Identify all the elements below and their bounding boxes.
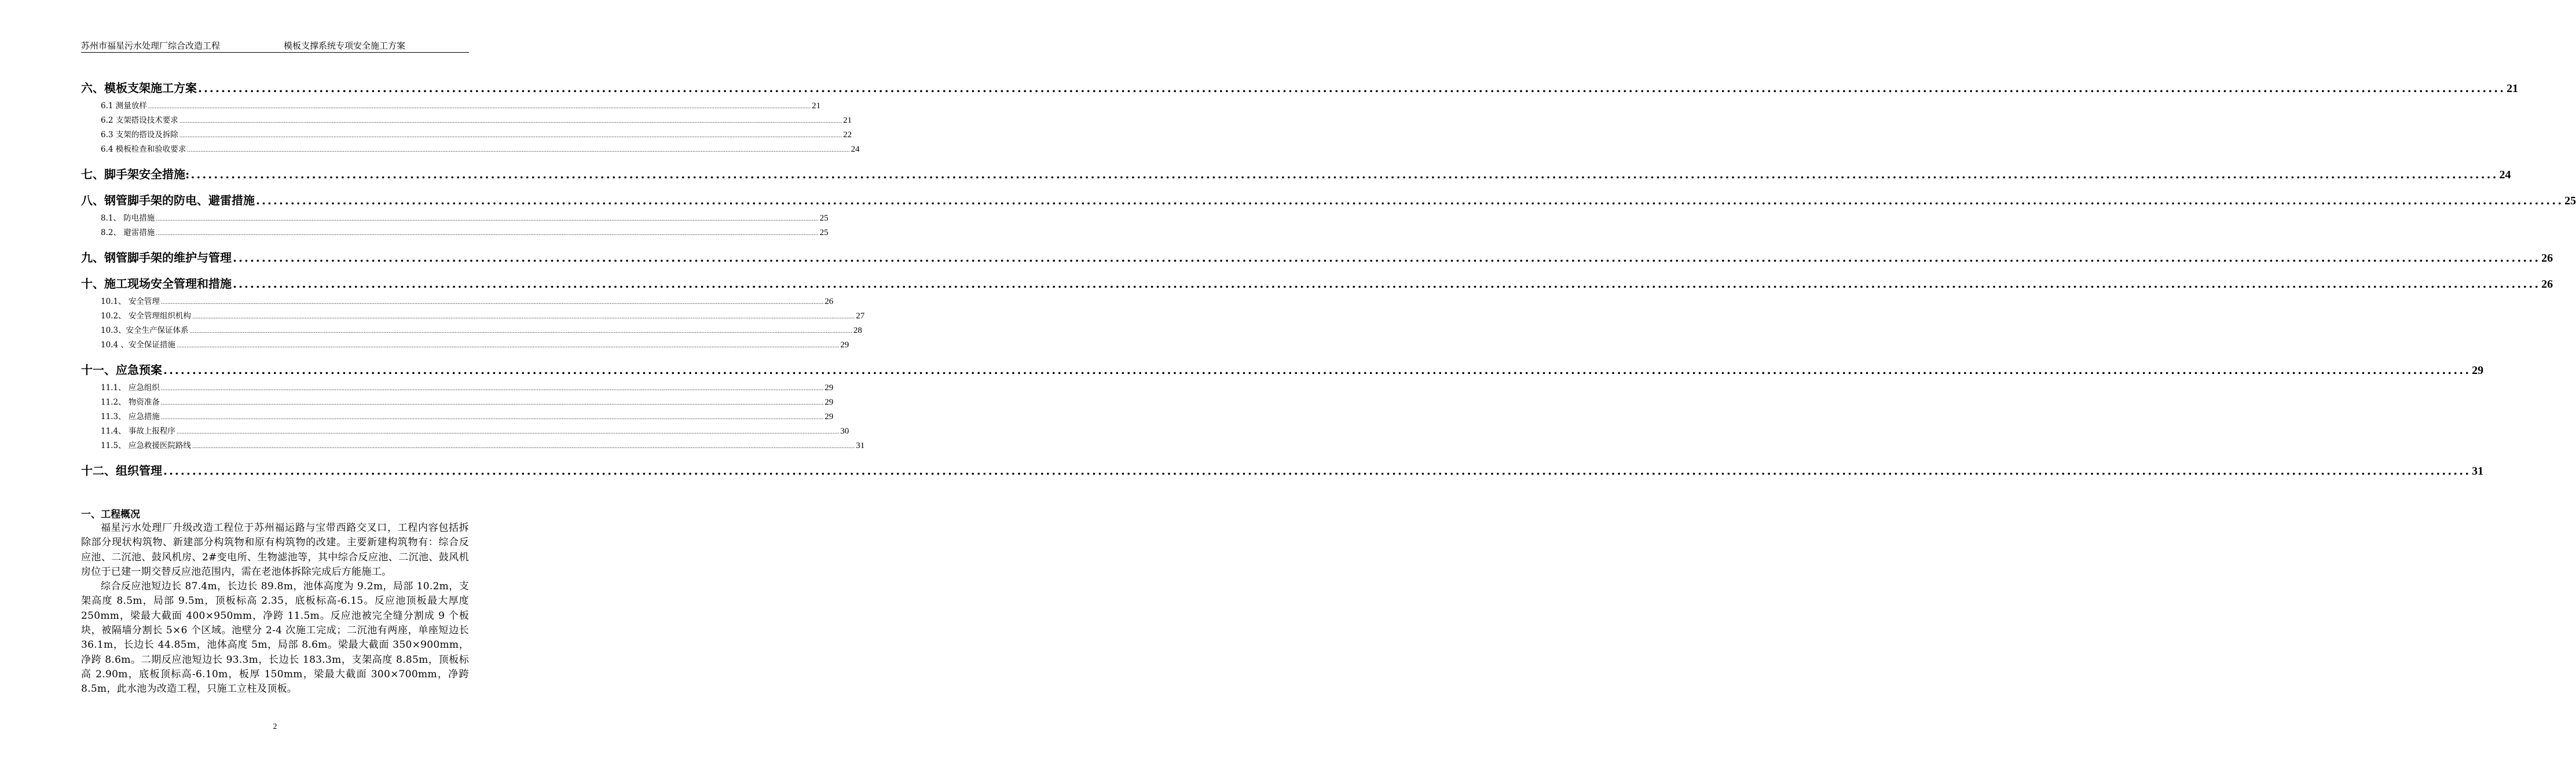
toc-entry-title: 八、钢管脚手架的防电、避雷措施 xyxy=(81,193,255,207)
toc-entry-page: 26 xyxy=(2541,252,2553,265)
toc-subsection-entry[interactable] xyxy=(81,395,834,410)
toc-entry-title: 10.4 、安全保证措施 xyxy=(101,340,175,350)
header-project-name: 苏州市福星污水处理厂综合改造工程 xyxy=(81,41,221,51)
toc-dot-leader: ................................................................................................................................................................................................................................................................................................................................................................................................................ xyxy=(163,464,2471,478)
toc-subsection-entry[interactable] xyxy=(81,128,852,142)
toc-subsection-entry[interactable] xyxy=(81,99,821,113)
toc-entry-page: 29 xyxy=(825,412,834,421)
toc-dot-leader: ................................................................................................................................................................................................................................................................................................................................................................................................................ xyxy=(148,104,811,110)
toc-dot-leader: ................................................................................................................................................................................................................................................................................................................................................................................................................ xyxy=(176,343,840,349)
toc-entry-page: 25 xyxy=(819,214,829,223)
toc-entry-title: 11.2、 物资准备 xyxy=(101,398,160,407)
toc-subsection-entry[interactable] xyxy=(81,439,865,453)
toc-dot-leader: ................................................................................................................................................................................................................................................................................................................................................................................................................ xyxy=(179,119,842,124)
toc-entry-title: 十、施工现场安全管理和措施 xyxy=(81,277,232,291)
page-number: 2 xyxy=(273,722,277,731)
toc-chapter-entry[interactable] xyxy=(81,79,2519,97)
toc-subsection-entry[interactable] xyxy=(81,424,849,439)
toc-subsection-entry[interactable] xyxy=(81,226,829,240)
toc-spacer xyxy=(81,453,469,461)
toc-dot-leader: ................................................................................................................................................................................................................................................................................................................................................................................................................ xyxy=(160,401,824,406)
toc-entry-title: 10.3、安全生产保证体系 xyxy=(101,326,189,335)
toc-spacer xyxy=(81,157,469,165)
toc-dot-leader: ................................................................................................................................................................................................................................................................................................................................................................................................................ xyxy=(190,167,2498,181)
toc-entry-title: 11.5、 应急救援医院路线 xyxy=(101,441,191,450)
toc-entry-page: 21 xyxy=(812,101,821,111)
section-title: 一、工程概况 xyxy=(81,509,140,520)
toc-dot-leader: ................................................................................................................................................................................................................................................................................................................................................................................................................ xyxy=(233,277,2541,291)
toc-dot-leader: ................................................................................................................................................................................................................................................................................................................................................................................................................ xyxy=(156,216,819,222)
toc-dot-leader: ................................................................................................................................................................................................................................................................................................................................................................................................................ xyxy=(256,193,2564,207)
toc-chapter-entry[interactable] xyxy=(81,274,2553,292)
toc-entry-page: 29 xyxy=(825,398,834,407)
toc-chapter-entry[interactable] xyxy=(81,191,2576,209)
toc-dot-leader: ................................................................................................................................................................................................................................................................................................................................................................................................................ xyxy=(187,148,850,153)
toc-entry-page: 26 xyxy=(825,297,834,306)
toc-entry-title: 十一、应急预案 xyxy=(81,363,162,377)
toc-entry-title: 8.2、 避雷措施 xyxy=(101,228,155,237)
page-header xyxy=(81,38,469,53)
toc-entry-page: 25 xyxy=(819,228,829,237)
toc-dot-leader: ................................................................................................................................................................................................................................................................................................................................................................................................................ xyxy=(176,430,840,435)
toc-entry-page: 25 xyxy=(2564,195,2576,207)
toc-dot-leader: ................................................................................................................................................................................................................................................................................................................................................................................................................ xyxy=(192,444,855,450)
toc-spacer xyxy=(81,266,469,274)
toc-dot-leader: ................................................................................................................................................................................................................................................................................................................................................................................................................ xyxy=(160,415,824,421)
toc-spacer xyxy=(81,183,469,191)
toc-entry-title: 10.2、 安全管理组织机构 xyxy=(101,311,191,321)
toc-subsection-entry[interactable] xyxy=(81,338,849,353)
toc-entry-title: 6.2 支架搭设技术要求 xyxy=(101,116,178,125)
toc-chapter-entry[interactable] xyxy=(81,165,2511,183)
toc-entry-page: 28 xyxy=(853,326,862,335)
table-of-contents xyxy=(81,79,2576,479)
toc-subsection-entry[interactable] xyxy=(81,142,860,157)
toc-dot-leader: ................................................................................................................................................................................................................................................................................................................................................................................................................ xyxy=(163,363,2471,377)
toc-entry-title: 8.1、 防电措施 xyxy=(101,214,155,223)
toc-chapter-entry[interactable] xyxy=(81,248,2553,266)
toc-subsection-entry[interactable] xyxy=(81,295,834,309)
toc-entry-page: 29 xyxy=(825,383,834,392)
toc-chapter-entry[interactable] xyxy=(81,361,2484,379)
toc-subsection-entry[interactable] xyxy=(81,324,862,338)
toc-entry-page: 31 xyxy=(2472,465,2484,478)
toc-dot-leader: ................................................................................................................................................................................................................................................................................................................................................................................................................ xyxy=(160,300,824,306)
toc-spacer xyxy=(81,240,469,248)
toc-dot-leader: ................................................................................................................................................................................................................................................................................................................................................................................................................ xyxy=(189,329,852,335)
toc-entry-page: 24 xyxy=(851,145,860,154)
toc-entry-title: 6.1 测量放样 xyxy=(101,101,147,111)
toc-dot-leader: ................................................................................................................................................................................................................................................................................................................................................................................................................ xyxy=(156,231,819,237)
toc-entry-page: 30 xyxy=(840,427,849,436)
toc-dot-leader: ................................................................................................................................................................................................................................................................................................................................................................................................................ xyxy=(192,314,855,320)
toc-entry-page: 29 xyxy=(840,340,849,350)
toc-entry-title: 11.4、 事故上报程序 xyxy=(101,427,175,436)
toc-subsection-entry[interactable] xyxy=(81,381,834,395)
toc-entry-title: 十二、组织管理 xyxy=(81,464,162,478)
toc-entry-page: 29 xyxy=(2472,364,2484,377)
toc-subsection-entry[interactable] xyxy=(81,410,834,424)
toc-entry-page: 26 xyxy=(2541,278,2553,291)
toc-dot-leader: ................................................................................................................................................................................................................................................................................................................................................................................................................ xyxy=(233,251,2541,265)
paragraph: 综合反应池短边长 87.4m，长边长 89.8m，池体高度为 9.2m，局部 10.2m，支架高度 8.5m，局部 9.5m，顶板标高 2.35，底板标高-6.15。反应池顶板最大厚度 250mm，梁最大截面 400×950mm，净跨 11.5m。反应池被完全缝分割成 9 个板块，被隔墙分割长 5×6 个区域。池壁分 2-4 次施工完成；二沉池有两座，单座短边长 36.1m，长边长 44.85m，池体高度 5m，局部 8.6m。梁最大截面 350×900mm，净跨 8.6m。二期反应池短边长 93.3m，长边长 183.3m，支架高度 8.85m，顶板标高 2.90m，底板顶标高-6.10m，板厚 150mm，梁最大截面 300×700mm，净跨 8.5m，此水池为改造工程，只施工立柱及顶板。 xyxy=(81,581,469,695)
toc-entry-title: 六、模板支架施工方案 xyxy=(81,81,197,95)
toc-spacer xyxy=(81,353,469,361)
toc-entry-title: 10.1、 安全管理 xyxy=(101,297,160,306)
toc-entry-title: 6.3 支架的搭设及拆除 xyxy=(101,130,178,140)
toc-subsection-entry[interactable] xyxy=(81,309,865,324)
paragraph: 福星污水处理厂升级改造工程位于苏州福运路与宝带西路交叉口，工程内容包括拆除部分现状构筑物、新建部分构筑物和原有构筑物的改建。主要新建构筑物有：综合反应池、二沉池、鼓风机房、2#变电所、生物滤池等，其中综合反应池、二沉池、鼓风机房位于已建一期交替反应池范围内，需在老池体拆除完成后方能施工。 xyxy=(81,522,469,578)
header-document-title: 模板支撑系统专项安全施工方案 xyxy=(284,41,406,51)
toc-entry-title: 11.3、 应急措施 xyxy=(101,412,160,421)
section-project-overview xyxy=(81,506,469,697)
toc-entry-page: 21 xyxy=(843,116,852,125)
toc-entry-page: 31 xyxy=(856,441,865,450)
toc-entry-title: 九、钢管脚手架的维护与管理 xyxy=(81,251,232,265)
toc-entry-page: 27 xyxy=(856,311,865,321)
toc-subsection-entry[interactable] xyxy=(81,211,829,226)
toc-dot-leader: ................................................................................................................................................................................................................................................................................................................................................................................................................ xyxy=(160,386,824,392)
toc-entry-page: 24 xyxy=(2499,168,2511,181)
toc-subsection-entry[interactable] xyxy=(81,113,852,128)
toc-entry-title: 11.1、 应急组织 xyxy=(101,383,160,392)
toc-entry-title: 6.4 模板检查和验收要求 xyxy=(101,145,186,154)
toc-entry-page: 22 xyxy=(843,130,852,140)
toc-dot-leader: ................................................................................................................................................................................................................................................................................................................................................................................................................ xyxy=(179,133,842,139)
toc-entry-title: 七、脚手架安全措施: xyxy=(81,167,190,181)
toc-dot-leader: ................................................................................................................................................................................................................................................................................................................................................................................................................ xyxy=(198,81,2506,95)
toc-entry-page: 21 xyxy=(2507,82,2519,95)
toc-chapter-entry[interactable] xyxy=(81,461,2484,479)
